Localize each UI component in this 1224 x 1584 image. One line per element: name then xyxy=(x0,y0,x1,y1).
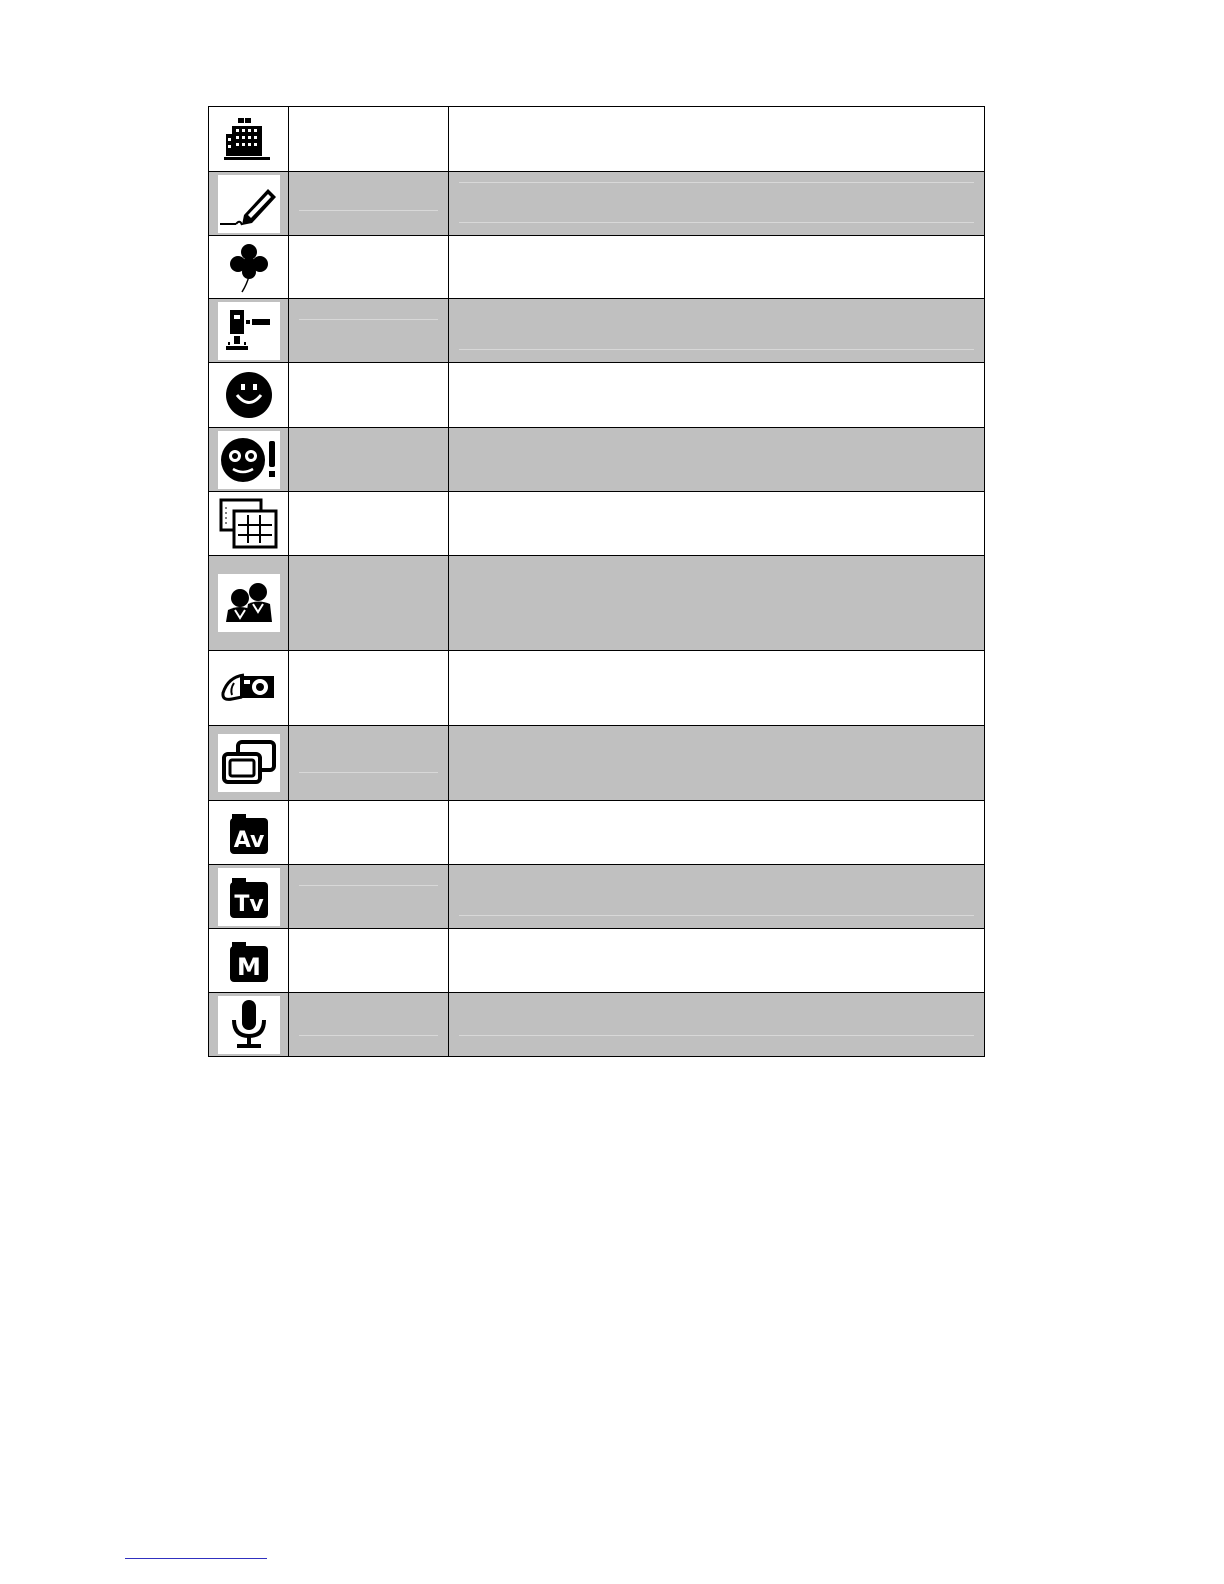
mode-name-cell xyxy=(289,651,449,726)
mode-description xyxy=(449,1021,984,1029)
mode-description-cell xyxy=(449,492,985,556)
icon-cell xyxy=(209,107,289,172)
footnote-link-underline xyxy=(125,1558,267,1559)
mode-description xyxy=(449,135,984,143)
mode-description xyxy=(449,327,984,335)
icon-cell xyxy=(209,492,289,556)
mode-name-cell xyxy=(289,726,449,801)
mode-name xyxy=(289,456,448,464)
svg-text:Tv: Tv xyxy=(233,891,264,917)
table-row xyxy=(209,929,985,993)
mode-description-cell xyxy=(449,428,985,492)
pencil-sketch-icon xyxy=(218,175,280,233)
icon-cell xyxy=(209,865,289,929)
icon-cell xyxy=(209,801,289,865)
mode-name xyxy=(289,327,448,335)
blink-detection-icon xyxy=(218,431,280,489)
mode-description xyxy=(449,599,984,607)
microphone-icon xyxy=(218,996,280,1054)
divider xyxy=(459,182,974,183)
mode-description-cell xyxy=(449,172,985,236)
table-row xyxy=(209,651,985,726)
mode-description-cell xyxy=(449,726,985,801)
table-row xyxy=(209,865,985,929)
divider xyxy=(459,1035,974,1036)
mode-name-cell xyxy=(289,865,449,929)
divider xyxy=(299,319,438,320)
mode-name xyxy=(289,263,448,271)
mode-name-cell xyxy=(289,236,449,299)
table-row xyxy=(209,801,985,865)
mode-description xyxy=(449,829,984,837)
mode-name-cell xyxy=(289,492,449,556)
smile-icon xyxy=(218,366,280,424)
mode-name-cell xyxy=(289,428,449,492)
mode-description xyxy=(449,684,984,692)
mode-name-cell xyxy=(289,363,449,428)
icon-cell xyxy=(209,651,289,726)
mode-description-cell xyxy=(449,993,985,1057)
icon-cell xyxy=(209,726,289,801)
mode-description xyxy=(449,520,984,528)
mode-name xyxy=(289,829,448,837)
icon-cell xyxy=(209,556,289,651)
mode-description-cell xyxy=(449,801,985,865)
table-row xyxy=(209,172,985,236)
table-row xyxy=(209,299,985,363)
icon-cell xyxy=(209,428,289,492)
av-icon xyxy=(218,804,280,862)
mode-name xyxy=(289,759,448,767)
mode-description-cell xyxy=(449,299,985,363)
svg-text:M: M xyxy=(236,952,261,981)
hand-camera-icon xyxy=(218,659,280,717)
icon-cell xyxy=(209,236,289,299)
mode-name xyxy=(289,1021,448,1029)
mode-name xyxy=(289,135,448,143)
table-row xyxy=(209,236,985,299)
mode-description-cell xyxy=(449,929,985,993)
hammer-icon xyxy=(218,302,280,360)
mode-description xyxy=(449,391,984,399)
mode-description xyxy=(449,456,984,464)
mode-name xyxy=(289,684,448,692)
divider xyxy=(459,349,974,350)
two-people-icon xyxy=(218,574,280,632)
svg-text:Av: Av xyxy=(233,827,264,853)
icon-cell xyxy=(209,172,289,236)
table-row xyxy=(209,363,985,428)
mode-name xyxy=(289,599,448,607)
mode-name-cell xyxy=(289,929,449,993)
scene-mode-table xyxy=(208,106,985,1057)
mode-description-cell xyxy=(449,107,985,172)
divider xyxy=(299,210,438,211)
table-row xyxy=(209,428,985,492)
mode-name-cell xyxy=(289,172,449,236)
table-row xyxy=(209,107,985,172)
frame-grid-icon xyxy=(218,495,280,553)
clover-icon xyxy=(218,238,280,296)
mode-description xyxy=(449,957,984,965)
mode-name xyxy=(289,200,448,208)
icon-cell xyxy=(209,363,289,428)
building-icon xyxy=(218,110,280,168)
table-row xyxy=(209,726,985,801)
mode-name xyxy=(289,957,448,965)
mode-description-cell xyxy=(449,556,985,651)
mode-name-cell xyxy=(289,556,449,651)
mode-name-cell xyxy=(289,801,449,865)
mode-name-cell xyxy=(289,107,449,172)
mode-name-cell xyxy=(289,299,449,363)
icon-cell xyxy=(209,299,289,363)
divider xyxy=(299,772,438,773)
mode-description-cell xyxy=(449,865,985,929)
divider xyxy=(299,1035,438,1036)
mode-description xyxy=(449,893,984,901)
tv-icon xyxy=(218,868,280,926)
mode-description xyxy=(449,759,984,767)
table-row xyxy=(209,556,985,651)
stacked-frames-icon xyxy=(218,734,280,792)
divider xyxy=(299,885,438,886)
table-row xyxy=(209,993,985,1057)
mode-description xyxy=(449,200,984,208)
mode-description xyxy=(449,263,984,271)
mode-name-cell xyxy=(289,993,449,1057)
divider xyxy=(459,915,974,916)
mode-description-cell xyxy=(449,236,985,299)
mode-name xyxy=(289,520,448,528)
mode-description-cell xyxy=(449,363,985,428)
mode-name xyxy=(289,391,448,399)
icon-cell xyxy=(209,993,289,1057)
icon-cell xyxy=(209,929,289,993)
mode-description-cell xyxy=(449,651,985,726)
table-row xyxy=(209,492,985,556)
manual-m-icon xyxy=(218,932,280,990)
divider xyxy=(459,222,974,223)
mode-name xyxy=(289,893,448,901)
